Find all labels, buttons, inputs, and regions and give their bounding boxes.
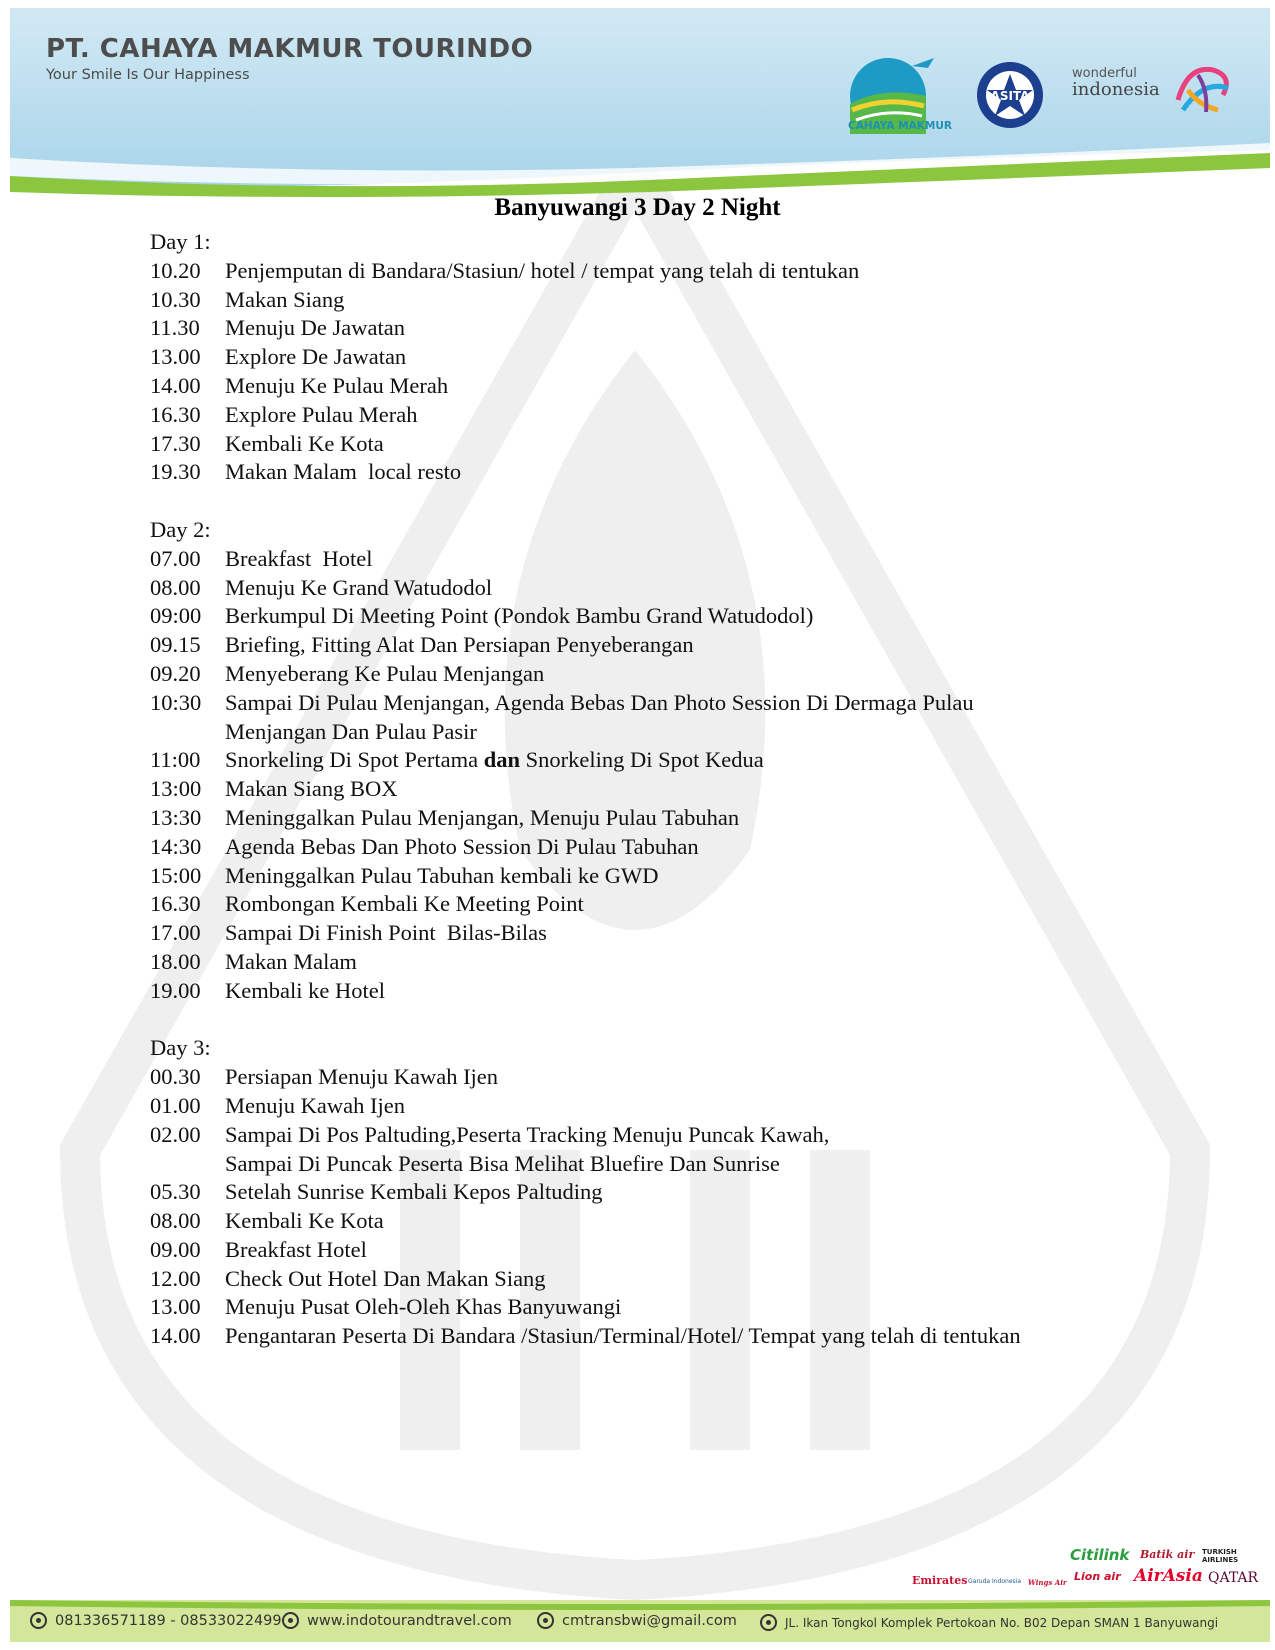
schedule-row: [150, 602, 1160, 631]
schedule-row: [150, 804, 1160, 833]
wonderful-text: wonderful: [1072, 66, 1137, 81]
time: 13.00: [150, 1294, 201, 1320]
schedule-row: [150, 775, 1160, 804]
activity: Menuju Pusat Oleh-Oleh Khas Banyuwangi: [225, 1294, 622, 1320]
time: 14.00: [150, 1323, 201, 1349]
day-label: Day 3:: [150, 1035, 211, 1061]
activity: Pengantaran Peserta Di Bandara /Stasiun/Terminal/Hotel/ Tempat yang telah di tentukan: [225, 1323, 1021, 1349]
indonesia-text: indonesia: [1072, 79, 1160, 100]
phone-text: 081336571189 - 08533022499: [55, 1612, 282, 1629]
citilink-logo: Citilink: [1070, 1546, 1130, 1564]
activity: Menuju Kawah Ijen: [225, 1092, 405, 1118]
time: 08.00: [150, 574, 201, 600]
footer-phone: [30, 1612, 282, 1629]
activity-line-1: Sampai Di Pulau Menjangan, Agenda Bebas Dan Photo Session Di Dermaga Pulau: [225, 689, 974, 715]
time: 01.00: [150, 1092, 201, 1118]
schedule-row: [150, 833, 1160, 862]
footer-email: [537, 1612, 737, 1629]
day-2-section: [150, 516, 1160, 1006]
activity: Menuju De Jawatan: [225, 315, 405, 341]
time: 07.00: [150, 545, 201, 571]
globe-icon: [282, 1612, 299, 1629]
schedule-row: [150, 1293, 1160, 1322]
time: 16.30: [150, 401, 201, 427]
schedule-row: [150, 314, 1160, 343]
activity-pre: Snorkeling Di Spot Pertama: [225, 747, 484, 773]
activity: Breakfast Hotel: [225, 1236, 367, 1262]
schedule-row: [150, 948, 1160, 977]
activity: Makan Siang BOX: [225, 776, 398, 802]
website-text: www.indotourandtravel.com: [307, 1612, 512, 1629]
time: 15:00: [150, 862, 202, 888]
cahaya-makmur-logo-text: CAHAYA MAKMUR: [848, 120, 952, 132]
activity: Kembali Ke Kota: [225, 430, 384, 456]
schedule-row: [150, 1265, 1160, 1294]
day-3-section: [150, 1034, 1160, 1351]
day-1-section: [150, 228, 1160, 487]
schedule-row: [150, 1178, 1160, 1207]
schedule-row: [150, 401, 1160, 430]
activity: Persiapan Menuju Kawah Ijen: [225, 1064, 499, 1090]
wonderful-indonesia-swirl-icon: [1168, 60, 1238, 120]
activity-bold: dan: [483, 747, 521, 773]
itinerary-title: Banyuwangi 3 Day 2 Night: [494, 194, 781, 221]
schedule-row: [150, 257, 1160, 286]
schedule-row: [150, 1236, 1160, 1265]
schedule-row: [150, 1207, 1160, 1236]
day-label: Day 1:: [150, 229, 211, 254]
activity-line-2: Menjangan Dan Pulau Pasir: [225, 718, 477, 744]
activity: Kembali ke Hotel: [225, 977, 385, 1003]
time: 10.30: [150, 286, 201, 312]
footer-website: [282, 1612, 512, 1629]
activity: Agenda Bebas Dan Photo Session Di Pulau Tabuhan: [225, 833, 699, 859]
activity: Menuju Ke Pulau Merah: [225, 372, 449, 398]
activity: Menyeberang Ke Pulau Menjangan: [225, 660, 545, 686]
schedule-row: [150, 286, 1160, 315]
company-tagline: Your Smile Is Our Happiness: [46, 67, 250, 83]
wings-air-logo: Wings Air: [1028, 1578, 1067, 1587]
time: 08.00: [150, 1208, 201, 1234]
activity: Makan Malam: [225, 948, 357, 974]
time: 05.30: [150, 1179, 201, 1205]
time: 13:30: [150, 804, 202, 830]
company-name: PT. CAHAYA MAKMUR TOURINDO: [46, 34, 534, 64]
letterhead-footer: [10, 1600, 1270, 1642]
time: 00.30: [150, 1064, 201, 1090]
schedule-row: [150, 890, 1160, 919]
time: 14:30: [150, 833, 202, 859]
garuda-logo: Garuda Indonesia: [968, 1578, 1022, 1585]
activity: Penjemputan di Bandara/Stasiun/ hotel / tempat yang telah di tentukan: [225, 257, 860, 283]
activity-multiline: [225, 689, 1160, 747]
time: 13:00: [150, 776, 202, 802]
time: 19.30: [150, 459, 201, 485]
schedule-row: [150, 1322, 1160, 1351]
time: 09.15: [150, 632, 201, 658]
activity: Kembali Ke Kota: [225, 1208, 384, 1234]
address-text: JL. Ikan Tongkol Komplek Pertokoan No. B02 Depan SMAN 1 Banyuwangi: [785, 1615, 1219, 1630]
schedule-row: [150, 1063, 1160, 1092]
day-label: Day 2:: [150, 516, 211, 542]
activity-multiline: [225, 1121, 1160, 1179]
schedule-row: [150, 919, 1160, 948]
time: 10:30: [150, 689, 202, 715]
qatar-logo: QATAR: [1208, 1570, 1259, 1586]
lion-air-logo: Lion air: [1074, 1570, 1121, 1583]
schedule-row: [150, 689, 1160, 747]
asita-logo: [975, 60, 1045, 130]
time: 17.00: [150, 920, 201, 946]
activity: Explore De Jawatan: [225, 344, 407, 370]
schedule-row: [150, 458, 1160, 487]
time: 14.00: [150, 372, 201, 398]
whatsapp-icon: [30, 1612, 47, 1629]
activity: Menuju Ke Grand Watudodol: [225, 574, 493, 600]
activity-mixed: [225, 746, 1160, 775]
activity: Meninggalkan Pulau Menjangan, Menuju Pulau Tabuhan: [225, 804, 740, 830]
activity: Meninggalkan Pulau Tabuhan kembali ke GWD: [225, 862, 659, 888]
schedule-row: [150, 372, 1160, 401]
activity: Setelah Sunrise Kembali Kepos Paltuding: [225, 1179, 603, 1205]
schedule-row: [150, 1121, 1160, 1179]
email-text: cmtransbwi@gmail.com: [562, 1612, 737, 1629]
footer-address: [760, 1614, 1218, 1631]
email-icon: [537, 1612, 554, 1629]
activity: Berkumpul Di Meeting Point (Pondok Bambu Grand Watudodol): [225, 603, 814, 629]
activity-post: Snorkeling Di Spot Kedua: [520, 747, 764, 773]
time: 09.20: [150, 660, 201, 686]
schedule-row: [150, 1092, 1160, 1121]
itinerary-schedule: [150, 228, 1160, 1380]
schedule-row: [150, 545, 1160, 574]
time: 10.20: [150, 257, 201, 283]
airasia-logo: AirAsia: [1134, 1566, 1203, 1586]
schedule-row: [150, 977, 1160, 1006]
activity-line-2: Sampai Di Puncak Peserta Bisa Melihat Bluefire Dan Sunrise: [225, 1150, 780, 1176]
batik-air-logo: Batik air: [1140, 1548, 1195, 1561]
time: 09:00: [150, 603, 202, 629]
activity: Explore Pulau Merah: [225, 401, 418, 427]
time: 11.30: [150, 315, 200, 341]
turkish-airlines-logo: TURKISH AIRLINES: [1202, 1548, 1239, 1564]
time: 09.00: [150, 1236, 201, 1262]
activity: Sampai Di Finish Point Bilas-Bilas: [225, 920, 547, 946]
activity: Rombongan Kembali Ke Meeting Point: [225, 891, 584, 917]
activity: Breakfast Hotel: [225, 545, 373, 571]
activity: Makan Malam local resto: [225, 459, 462, 485]
time: 16.30: [150, 891, 201, 917]
schedule-row: [150, 746, 1160, 775]
time: 12.00: [150, 1265, 201, 1291]
emirates-logo: Emirates: [912, 1574, 968, 1587]
location-pin-icon: [760, 1614, 777, 1631]
time: 18.00: [150, 948, 201, 974]
time: 17.30: [150, 430, 201, 456]
letterhead-header: [10, 8, 1270, 198]
airline-partner-logos: [912, 1546, 1262, 1596]
time: 11:00: [150, 747, 201, 773]
schedule-row: [150, 430, 1160, 459]
activity: Makan Siang: [225, 286, 345, 312]
schedule-row: [150, 574, 1160, 603]
time: 13.00: [150, 344, 201, 370]
time: 19.00: [150, 977, 201, 1003]
asita-logo-text: ASITA: [990, 89, 1030, 103]
schedule-row: [150, 660, 1160, 689]
schedule-row: [150, 343, 1160, 372]
activity: Briefing, Fitting Alat Dan Persiapan Penyeberangan: [225, 632, 694, 658]
time: 02.00: [150, 1121, 201, 1147]
schedule-row: [150, 862, 1160, 891]
schedule-row: [150, 631, 1160, 660]
activity: Check Out Hotel Dan Makan Siang: [225, 1265, 546, 1291]
activity-line-1: Sampai Di Pos Paltuding,Peserta Tracking Menuju Puncak Kawah,: [225, 1121, 830, 1147]
